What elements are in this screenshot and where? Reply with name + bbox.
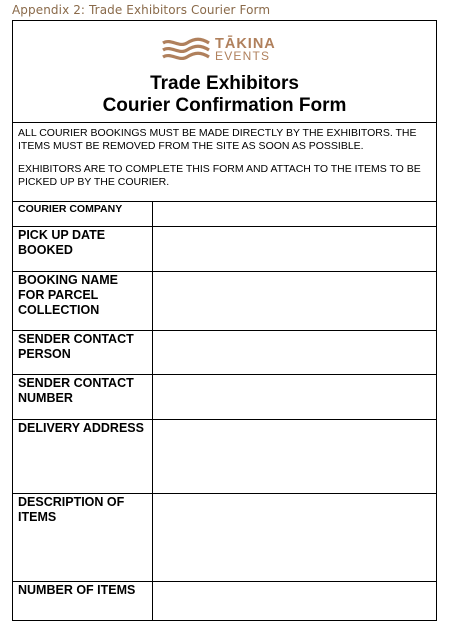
number-of-items-field[interactable] bbox=[155, 582, 436, 620]
logo-brand-line2: EVENTS bbox=[215, 49, 271, 63]
form-header bbox=[13, 21, 436, 123]
field-label: COURIER COMPANY bbox=[18, 203, 123, 215]
field-label: DELIVERY ADDRESS bbox=[18, 421, 144, 435]
field-label: SENDER CONTACT NUMBER bbox=[18, 376, 134, 405]
notice-paragraph-1: ALL COURIER BOOKINGS MUST BE MADE DIRECTLY BY THE EXHIBITORS. THE ITEMS MUST BE REMOVED FROM THE SITE AS SOON AS POSSIBLE. bbox=[18, 127, 417, 152]
appendix-caption: Appendix 2: Trade Exhibitors Courier Form bbox=[12, 3, 271, 17]
pick-up-date-field[interactable] bbox=[155, 227, 436, 271]
field-row-sender-contact-person bbox=[13, 331, 436, 375]
sender-contact-number-field[interactable] bbox=[155, 375, 436, 419]
field-row-description-of-items bbox=[13, 494, 436, 582]
notice-paragraph-2: EXHIBITORS ARE TO COMPLETE THIS FORM AND ATTACH TO THE ITEMS TO BE PICKED UP BY THE COURIER. bbox=[18, 163, 421, 188]
takina-events-logo bbox=[161, 37, 281, 63]
wave-logo-icon bbox=[161, 37, 211, 63]
field-row-booking-name bbox=[13, 272, 436, 331]
field-label: SENDER CONTACT PERSON bbox=[18, 332, 134, 361]
field-row-sender-contact-number bbox=[13, 375, 436, 420]
field-label: PICK UP DATE BOOKED bbox=[18, 228, 106, 257]
form-title-line1: Trade Exhibitors bbox=[150, 73, 299, 94]
sender-contact-person-field[interactable] bbox=[155, 331, 436, 374]
booking-name-field[interactable] bbox=[155, 272, 436, 330]
field-row-number-of-items bbox=[13, 582, 436, 620]
delivery-address-field[interactable] bbox=[155, 420, 436, 493]
description-of-items-field[interactable] bbox=[155, 494, 436, 581]
courier-confirmation-form bbox=[12, 20, 437, 621]
instructions-notice bbox=[13, 123, 436, 202]
field-row-courier-company bbox=[13, 202, 436, 227]
field-row-pick-up-date bbox=[13, 227, 436, 272]
field-label: DESCRIPTION OF ITEMS bbox=[18, 495, 125, 524]
field-row-delivery-address bbox=[13, 420, 436, 494]
logo-brand-line1: TĀKINA bbox=[215, 36, 276, 52]
courier-company-field[interactable] bbox=[155, 202, 436, 226]
form-title-line2: Courier Confirmation Form bbox=[102, 95, 347, 116]
field-label: BOOKING NAME FOR PARCEL COLLECTION bbox=[18, 273, 118, 317]
field-label: NUMBER OF ITEMS bbox=[18, 583, 136, 597]
